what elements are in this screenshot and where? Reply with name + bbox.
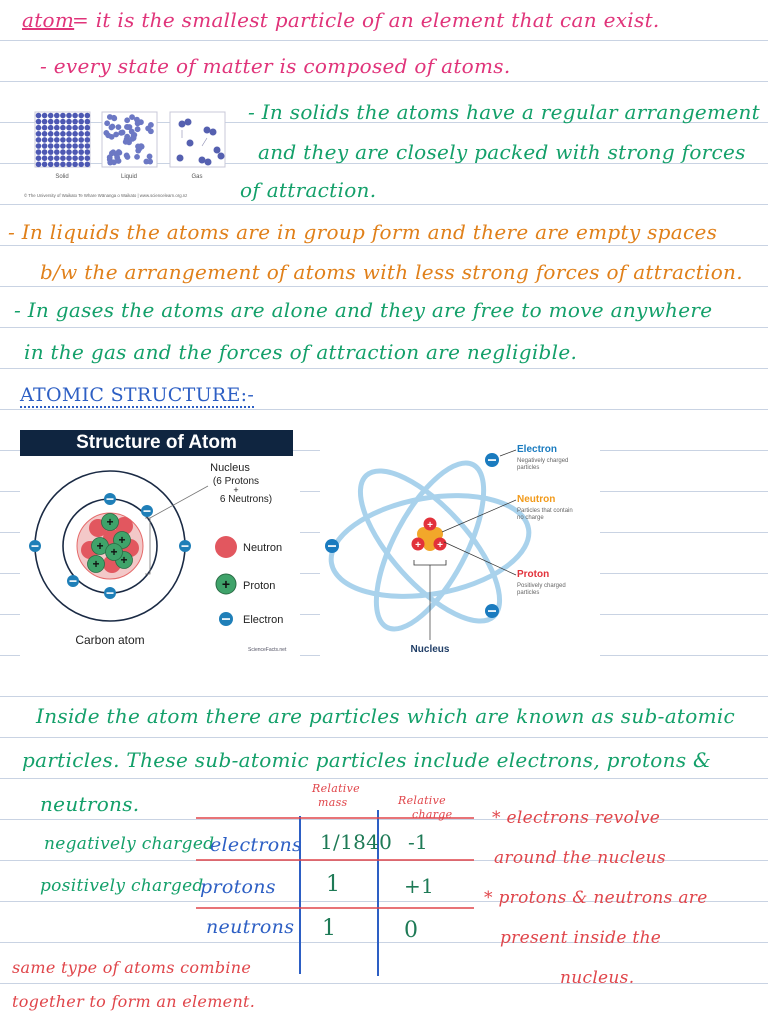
svg-text:+: + [96, 539, 104, 553]
inside-line-1: Inside the atom there are particles which are known as sub-atomic [36, 704, 736, 728]
legend-electron-label: Electron [243, 614, 284, 626]
proton-desc-2: particles [517, 590, 540, 596]
nucleus-label: Nucleus [210, 462, 250, 474]
legend-electron-minus [222, 618, 230, 620]
atom-term: atom [22, 8, 75, 32]
orbit-atom-figure [320, 438, 600, 660]
row-neutrons-charge: 0 [404, 918, 419, 943]
negatively-charged-note: negatively charged [44, 834, 215, 854]
states-diagram [22, 110, 232, 205]
liquids-line-1: - In liquids the atoms are in group form and there are empty spaces [8, 220, 718, 244]
electron-pointer [500, 450, 516, 456]
note-nucleus-1: * protons & neutrons are [484, 888, 708, 908]
carbon-atom-diagram [20, 456, 300, 656]
atom-definition: = it is the smallest particle of an element that can exist. [72, 8, 660, 32]
electron-title: Electron [517, 444, 558, 455]
svg-text:+: + [92, 557, 100, 571]
carbon-atom-caption: Carbon atom [75, 633, 145, 647]
carbon-atom-figure [20, 456, 300, 656]
row-protons-charge: +1 [404, 874, 435, 898]
solids-line-3: of attraction. [240, 178, 377, 202]
proton-title: Proton [517, 569, 550, 580]
legend-proton-label: Proton [243, 580, 276, 592]
legend-neutron-label: Neutron [243, 542, 283, 554]
gases-line-1: - In gases the atoms are alone and they are free to move anywhere [14, 298, 713, 322]
orbit-diagram [320, 438, 600, 660]
electron-desc-1: Negatively charged [517, 458, 569, 464]
solid-label: Solid [55, 174, 69, 180]
structure-banner: Structure of Atom [20, 430, 293, 456]
row-neutrons-mass: 1 [322, 916, 337, 941]
proton-desc-1: Positively charged [517, 583, 566, 589]
note-nucleus-2: present inside the [500, 928, 662, 948]
gases-line-2: in the gas and the forces of attraction are negligible. [24, 340, 578, 364]
note-electrons-2: around the nucleus [494, 848, 666, 868]
nucleus-plus: + [233, 485, 239, 495]
electron-desc-2: particles [517, 465, 540, 471]
nucleus-bottom-label: Nucleus [410, 644, 450, 655]
nucleus-protons: (6 Protons [212, 476, 260, 487]
row-neutrons-particle: neutrons [206, 916, 295, 938]
nucleus-bracket [145, 518, 150, 574]
svg-text:+: + [106, 515, 114, 529]
neutron-desc-1: Particles that contain [517, 508, 573, 514]
liquid-label: Liquid [120, 174, 138, 180]
neutron-desc-2: no charge [517, 515, 544, 521]
orbit-nucleus [412, 518, 447, 552]
gas-label: Gas [191, 174, 203, 180]
header-charge-1: Relative [398, 794, 446, 807]
row-electrons-mass: 1/1840 [320, 830, 393, 854]
svg-text:+: + [110, 545, 118, 559]
nucleus-brace [414, 560, 446, 565]
matter-note: - every state of matter is composed of atoms. [40, 54, 511, 78]
inside-line-3: neutrons. [40, 792, 140, 816]
svg-text:+: + [415, 540, 421, 551]
row-electrons-particle: electrons [210, 834, 303, 856]
note-electrons-1: * electrons revolve [492, 808, 661, 828]
nucleus-neutrons: 6 Neutrons) [219, 494, 273, 505]
states-of-matter-figure [22, 110, 232, 205]
positively-charged-note: positively charged [40, 876, 204, 896]
inside-line-2: particles. These sub-atomic particles include electrons, protons & [22, 748, 712, 772]
same-type-1: same type of atoms combine [12, 958, 252, 977]
solid-particles [36, 113, 90, 167]
solids-line-1: - In solids the atoms have a regular arrangement [248, 100, 760, 124]
row-protons-particle: protons [200, 876, 276, 898]
header-mass-2: mass [318, 796, 348, 809]
same-type-2: together to form an element. [12, 992, 256, 1011]
legend-neutron-icon [215, 536, 237, 558]
source-logo: ScienceFacts.net [248, 647, 287, 653]
note-nucleus-3: nucleus. [560, 968, 635, 988]
row-protons-mass: 1 [326, 872, 341, 897]
figure-credit: © The University of Waikato Te Whare Wānanga o Waikato | www.sciencelearn.org.nz [24, 193, 188, 198]
svg-text:+: + [437, 540, 443, 551]
header-mass-1: Relative [312, 782, 360, 795]
svg-text:+: + [118, 533, 126, 547]
svg-text:+: + [120, 553, 128, 567]
svg-text:+: + [427, 520, 433, 531]
atomic-structure-heading: ATOMIC STRUCTURE:- [20, 384, 255, 406]
liquids-line-2: b/w the arrangement of atoms with less strong forces of attraction. [40, 260, 743, 284]
header-charge-2: charge [412, 808, 453, 821]
nucleus-pointer [150, 486, 208, 518]
neutron-title: Neutron [517, 494, 556, 505]
legend-proton-plus: + [221, 576, 231, 592]
row-electrons-charge: -1 [408, 830, 429, 854]
solids-line-2: and they are closely packed with strong forces [258, 140, 746, 164]
